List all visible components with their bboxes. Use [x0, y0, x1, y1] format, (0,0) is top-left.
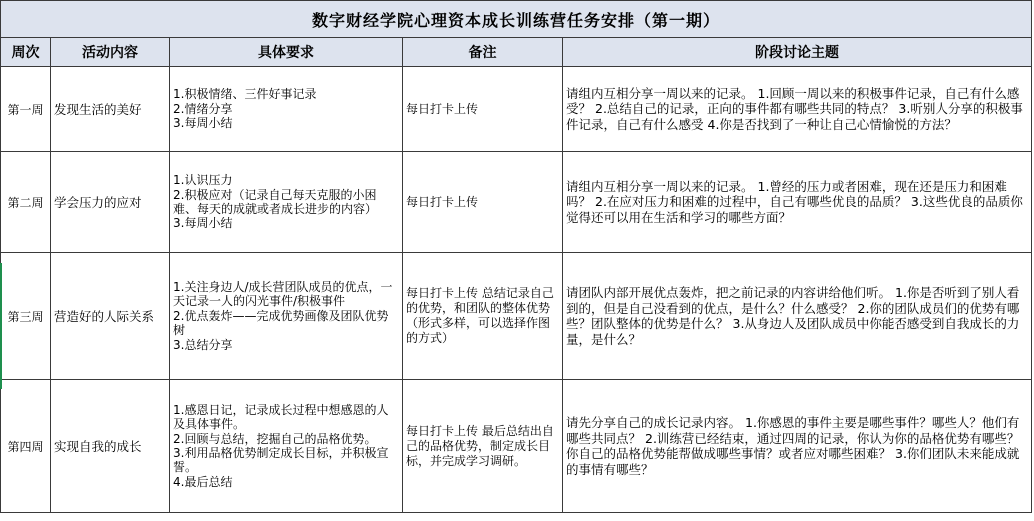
topic-line: 3.从身边人及团队成员中你能否感受到自我成长的力量，是什么？	[566, 316, 1020, 347]
requirement-line: 2.情绪分享	[173, 101, 233, 116]
activity-cell[interactable]: 营造好的人际关系	[51, 253, 170, 380]
header-activity[interactable]: 活动内容	[51, 38, 170, 67]
topic-line: 1.曾经的压力或者困难，现在还是压力和困难吗？	[566, 178, 1007, 210]
topic-line: 1.回顾一周以来的积极事件记录，自己有什么感受？	[566, 85, 1020, 117]
note-line: 每日打卡上传	[406, 286, 479, 300]
notes-cell[interactable]	[403, 152, 563, 253]
topic-line: 1.你感恩的事件主要是哪些事件？哪些人？他们有哪些共同点？	[566, 415, 1020, 446]
topic-line: 2.你的团队成员们的优势有哪些？团队整体的优势是什么？	[566, 300, 1020, 331]
table-row	[1, 380, 1032, 513]
note-line: 每日打卡上传	[406, 101, 479, 116]
topic-line: 1.你是否听到了别人看到的，但是自己没看到的优点，是什么？什么感受？	[566, 285, 1020, 316]
week-cell[interactable]: 第四周	[1, 380, 51, 513]
table-row	[1, 253, 1032, 380]
activity-cell[interactable]: 发现生活的美好	[51, 67, 170, 152]
topics-cell[interactable]	[563, 253, 1032, 380]
topic-line: 3.听别人分享的积极事件记录，自己有什么感受	[566, 101, 1023, 132]
topic-line: 2.训练营已经结束，通过四周的记录，你认为你的品格优势有哪些？你自己的品格优势能帮做成哪些事情？或者应对哪些困难？	[566, 430, 1020, 461]
requirement-line: 4.最后总结	[173, 474, 233, 489]
note-line: 总结记录自己的优势，和团队的整体优势（形式多样，可以选择作图的方式）	[406, 286, 554, 345]
topic-line: 2.总结自己的记录，正向的事件都有哪些共同的特点？	[595, 101, 895, 117]
topic-line: 3.这些优良的品质你觉得还可以用在生活和学习的哪些方面？	[566, 194, 1023, 225]
requirement-line: 3.利用品格优势制定成长目标，并积极宣誓。	[173, 446, 389, 475]
table-row	[1, 152, 1032, 253]
topic-line: 2.在应对压力和困难的过程中，自己有哪些优良的品质？	[595, 194, 907, 210]
activity-cell[interactable]: 学会压力的应对	[51, 152, 170, 253]
topics-cell[interactable]	[563, 380, 1032, 513]
activity-cell[interactable]: 实现自我的成长	[51, 380, 170, 513]
week-cell[interactable]: 第一周	[1, 67, 51, 152]
requirement-line: 2.回顾与总结，挖掘自己的品格优势。	[173, 431, 377, 446]
requirement-line: 3.总结分享	[173, 337, 233, 352]
requirement-line: 1.积极情绪、三件好事记录	[173, 87, 317, 102]
topic-line: 请组内互相分享一周以来的记录。	[566, 85, 754, 101]
notes-cell[interactable]	[403, 253, 563, 380]
topics-cell[interactable]	[563, 67, 1032, 152]
topics-cell[interactable]	[563, 152, 1032, 253]
requirements-cell[interactable]	[170, 253, 403, 380]
requirement-line: 1.感恩日记，记录成长过程中想感恩的人及具体事件。	[173, 402, 389, 432]
requirement-line: 1.关注身边人/成长营团队成员的优点，一天记录一人的闪光事件/积极事件	[173, 279, 393, 309]
header-requirements[interactable]: 具体要求	[170, 38, 403, 67]
topic-line: 4.你是否找到了一种让自己心情愉悦的方法？	[707, 116, 957, 132]
notes-cell[interactable]	[403, 67, 563, 152]
week-cell[interactable]: 第二周	[1, 152, 51, 253]
requirement-line: 3.每周小结	[173, 116, 233, 131]
notes-cell[interactable]	[403, 380, 563, 513]
requirements-cell[interactable]	[170, 67, 403, 152]
header-notes[interactable]: 备注	[403, 38, 563, 67]
header-week[interactable]: 周次	[1, 38, 51, 67]
table-title[interactable]: 数字财经学院心理资本成长训练营任务安排（第一期）	[1, 1, 1032, 38]
week-cell[interactable]: 第三周	[1, 253, 51, 380]
note-line: 每日打卡上传	[406, 194, 479, 209]
requirements-cell[interactable]	[170, 152, 403, 253]
requirement-line: 2.优点轰炸——完成优势画像及团队优势树	[173, 308, 389, 338]
topic-line: 请组内互相分享一周以来的记录。	[566, 178, 754, 194]
requirement-line: 3.每周小结	[173, 216, 233, 231]
note-line: 每日打卡上传	[406, 423, 479, 438]
row-selection-marker	[0, 263, 2, 389]
table-row	[1, 67, 1032, 152]
topic-line: 请先分享自己的成长记录内容。	[566, 415, 742, 430]
requirement-line: 2.积极应对（记录自己每天克服的小困难、每天的成就或者成长进步的内容）	[173, 187, 378, 216]
note-line: 最后总结出自己的品格优势，制定成长目标，并完成学习调研。	[406, 423, 554, 468]
requirements-cell[interactable]	[170, 380, 403, 513]
requirement-line: 1.认识压力	[173, 173, 233, 188]
topic-line: 请团队内部开展优点轰炸，把之前记录的内容讲给他们听。	[566, 285, 892, 300]
header-topics[interactable]: 阶段讨论主题	[563, 38, 1032, 67]
topic-line: 3.你们团队未来能成就的事情有哪些？	[566, 446, 1020, 477]
